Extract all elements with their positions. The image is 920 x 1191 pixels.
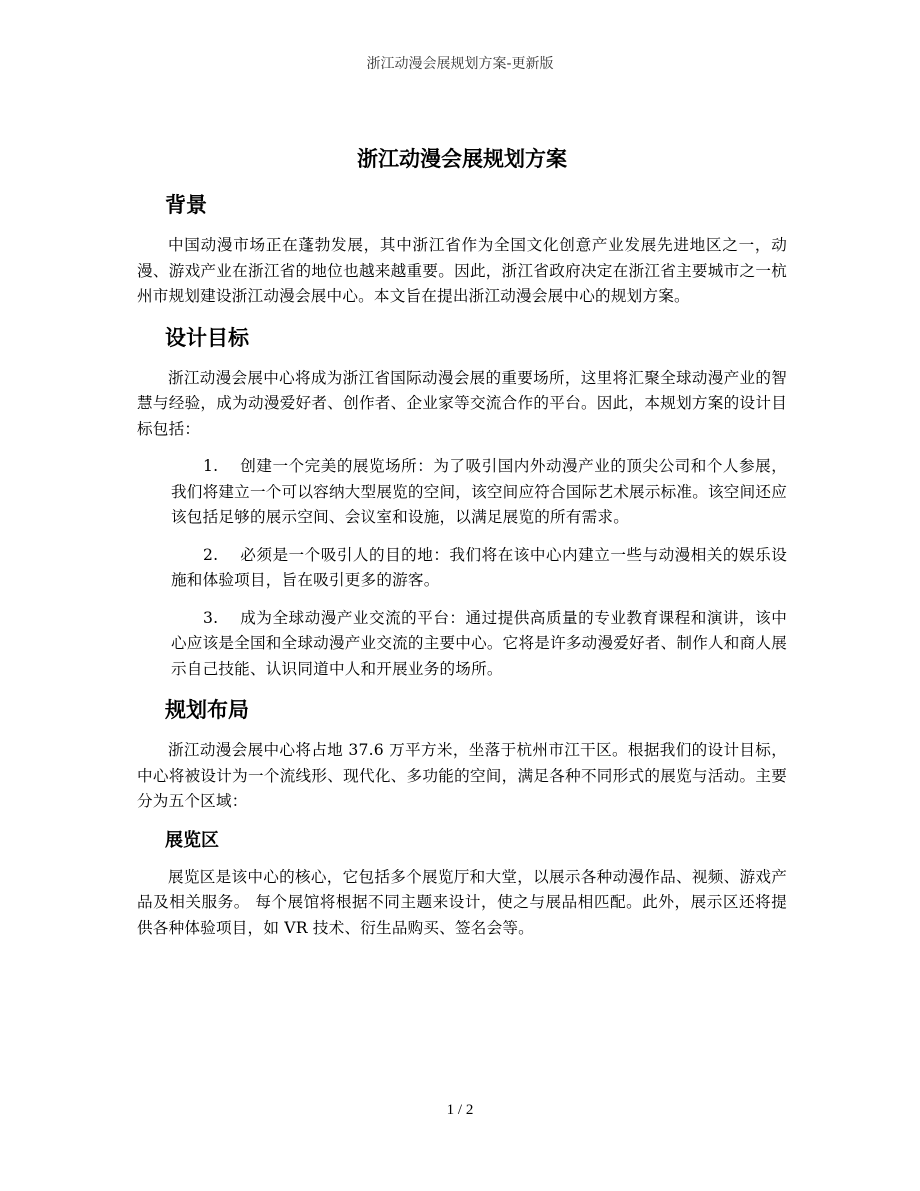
- list-item: [171, 606, 787, 683]
- page-header: 浙江动漫会展规划方案-更新版: [366, 56, 554, 72]
- list-item-number: 1.: [203, 457, 219, 475]
- design-goals-paragraph: 浙江动漫会展中心将成为浙江省国际动漫会展的重要场所，这里将汇聚全球动漫产业的智慧与经验，成为动漫爱好者、创作者、企业家等交流合作的平台。因此，本规划方案的设计目标包括：: [137, 368, 787, 438]
- list-item-number: 3.: [203, 608, 219, 627]
- background-paragraph: 中国动漫市场正在蓬勃发展，其中浙江省作为全国文化创意产业发展先进地区之一，动漫、游戏产业在浙江省的地位也越来越重要。因此，浙江省政府决定在浙江省主要城市之一杭州市规划建设浙江动漫会展中心。本文旨在提出浙江动漫会展中心的规划方案。: [137, 236, 787, 305]
- list-item-text: 创建一个完美的展览场所：为了吸引国内外动漫产业的顶尖公司和个人参展，我们将建立一个可以容纳大型展览的空间，该空间应符合国际艺术展示标准。该空间还应该包括足够的展示空间、会议室和设施，以满足展览的所有需求。: [171, 457, 787, 526]
- subsection-heading-exhibition: 展览区: [165, 829, 219, 851]
- page-number: 1 / 2: [446, 1102, 474, 1118]
- list-item-text: 成为全球动漫产业交流的平台：通过提供高质量的专业教育课程和演讲，该中心应该是全国和全球动漫产业交流的主要中心。它将是许多动漫爱好者、制作人和商人展示自己技能、认识同道中人和开展业务的场所。: [171, 608, 787, 678]
- section-heading-background: 背景: [165, 193, 207, 217]
- section-heading-design-goals: 设计目标: [165, 325, 249, 350]
- layout-paragraph: 浙江动漫会展中心将占地 37.6 万平方米，坐落于杭州市江干区。根据我们的设计目标，中心将被设计为一个流线形、现代化、多功能的空间，满足各种不同形式的展览与活动。主要分为五个区域：: [137, 741, 787, 810]
- exhibition-paragraph: 展览区是该中心的核心，它包括多个展览厅和大堂，以展示各种动漫作品、视频、游戏产品及相关服务。 每个展馆将根据不同主题来设计，使之与展品相匹配。此外，展示区还将提供各种体验项目，如 VR 技术、衍生品购买、签名会等。: [137, 867, 787, 937]
- list-item: [171, 543, 787, 594]
- document-title: 浙江动漫会展规划方案: [357, 147, 567, 171]
- document-body: [137, 143, 787, 953]
- list-item-number: 2.: [203, 545, 219, 564]
- list-item: [171, 454, 787, 531]
- list-item-text: 必须是一个吸引人的目的地：我们将在该中心内建立一些与动漫相关的娱乐设施和体验项目，旨在吸引更多的游客。: [171, 545, 787, 589]
- section-heading-layout: 规划布局: [165, 698, 249, 722]
